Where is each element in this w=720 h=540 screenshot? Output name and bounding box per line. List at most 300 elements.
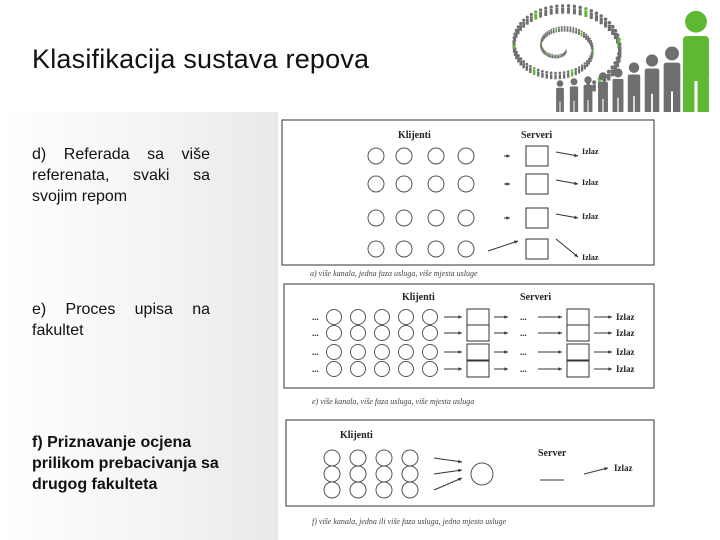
server-label: Server [538,448,567,459]
spiral-figure-body [553,56,554,58]
person-leg [664,90,671,112]
client-circle [402,466,418,482]
spiral-figure-body [549,55,550,58]
spiral-figure-head [589,38,591,40]
spiral-figure-body [562,55,563,57]
arrow-head [608,315,612,318]
spiral-figure-body [608,25,611,31]
spiral-figure-head [575,28,577,30]
server-box [526,239,548,259]
spiral-figure-body [526,19,529,25]
spiral-figure-head [555,55,556,56]
person-leg [598,98,602,112]
ellipsis: ... [520,364,527,374]
person-head [571,78,578,85]
spiral-figure-body [579,9,582,15]
spiral-figure-body [530,16,533,22]
client-circle [368,210,384,226]
diagram-c-caption: f) više kanala, jedna ili više faza usluga, jedno mjesto usluge [312,517,507,526]
servers-label: Serveri [521,130,553,141]
spiral-figure-head [530,13,533,16]
arrow-head [608,367,612,370]
server-box [526,208,548,228]
server-box-phase-2 [567,325,589,341]
client-circle [396,176,412,192]
arrow-line [584,468,608,474]
exit-label: Izlaz [582,178,599,187]
person-leg [635,95,640,112]
person-leg [556,101,559,112]
client-circle [423,345,438,360]
spiral-figure-body [600,18,603,24]
arrow-head [558,350,562,353]
spiral-figure-body [604,21,607,27]
spiral-figure-head [581,64,584,67]
spiral-figure-head [545,33,547,35]
client-circle [375,326,390,341]
spiral-figure-body [533,70,535,75]
spiral-figure-body [546,33,548,36]
spiral-figure-head [544,7,547,10]
spiral-figure-body [556,56,557,58]
spiral-figure-body [519,25,522,31]
spiral-figure-head [522,19,525,22]
spiral-figure-head [587,35,589,37]
server-box-phase-1 [467,344,489,360]
spiral-figure-head [550,5,553,8]
spiral-figure-body [537,72,539,77]
spiral-figure-head [588,58,590,60]
arrow-head [608,331,612,334]
spiral-figure-head [590,53,592,55]
spiral-figure-body [563,54,564,56]
client-circle [327,310,342,325]
spiral-figure-head [534,10,537,13]
spiral-figure-head [592,80,596,84]
spiral-figure-head [563,71,566,74]
spiral-figure-body [550,55,551,58]
person-leg [589,99,593,112]
spiral-figure-head [604,17,608,21]
person-leg [560,101,563,112]
server-box-phase-2 [567,309,589,325]
spiral-figure-body [584,65,586,69]
spiral-figure-head [617,52,621,56]
spiral-figure-body [564,28,566,32]
clients-label: Klijenti [398,130,431,141]
item-e-text: e) Proces upisa na fakultet [32,301,210,339]
ellipsis: ... [312,328,319,338]
spiral-figure-head [550,54,551,55]
spiral-figure-body [561,8,564,14]
ellipsis: ... [312,347,319,357]
servers-label: Serveri [520,292,552,303]
exit-label: Izlaz [616,312,635,322]
spiral-figure-head [548,30,550,32]
client-circle [428,176,444,192]
person-torso [598,82,608,99]
spiral-figure-head [560,54,561,55]
arrow-head [574,182,578,185]
arrow-head [458,350,462,353]
client-circle [368,176,384,192]
spiral-figure-body [550,31,552,34]
spiral-figure-head [549,53,550,54]
clients-label: Klijenti [340,430,373,441]
spiral-figure-head [554,72,557,75]
spiral-figure-body [585,36,587,40]
spiral-figure-head [525,63,528,66]
spiral-figure-head [555,4,558,7]
client-circle [375,362,390,377]
spiral-figure-body [520,60,523,65]
spiral-figure-head [616,57,620,61]
client-circle [423,326,438,341]
arrow-head [558,315,562,318]
spiral-figure-body [578,31,580,35]
arrow-head [504,350,508,353]
queue-diagram-a [278,116,656,282]
client-circle [327,345,342,360]
slide-title: Klasifikacija sustava repova [32,44,370,74]
arrow-line [556,239,578,257]
spiral-figure-body [573,8,576,14]
spiral-figure-head [572,27,574,29]
spiral-figure-head [590,40,592,42]
exit-label: Izlaz [582,212,599,221]
spiral-figure-body [567,8,570,14]
client-circle [423,362,438,377]
spiral-figure-head [546,52,548,54]
person-head [599,72,607,80]
spiral-figure-head [567,4,570,7]
spiral-figure-body [543,36,545,39]
server-box [526,146,548,166]
people-spiral-logo [440,0,720,112]
person-torso [556,88,564,102]
spiral-figure-body [567,73,569,78]
client-circle [402,450,418,466]
person-leg [653,93,659,112]
person-torso [628,74,640,96]
server-box [526,174,548,194]
person-torso [683,36,709,81]
person-head [584,76,591,83]
spiral-figure-head [553,28,555,30]
person-head [629,62,639,72]
client-circle [324,482,340,498]
spiral-figure-body [558,56,559,58]
spiral-figure-body [571,72,573,77]
client-circle [368,241,384,257]
person-leg [584,99,588,112]
spiral-figure-head [613,61,617,65]
spiral-figure-body [544,10,547,16]
server-circle [471,463,493,485]
person-torso [645,69,660,94]
person-leg [613,97,618,112]
spiral-figure-head [561,4,564,7]
arrow-head [574,154,578,157]
spiral-figure-body [567,28,569,32]
client-circle [350,450,366,466]
spiral-figure-head [537,69,540,72]
spiral-figure-body [554,75,556,80]
item-d-text: d) Referada sa više referenata, svaki sa svojim repom [32,146,210,205]
arrow-head [506,216,510,219]
arrow-head [504,315,508,318]
spiral-figure-body [553,30,555,33]
spiral-figure-body [563,74,565,79]
client-circle [324,450,340,466]
client-circle [375,310,390,325]
person-torso [570,86,578,100]
spiral-figure-body [550,74,552,79]
spiral-figure-body [575,30,577,34]
person-head [613,68,622,77]
arrow-head [458,331,462,334]
client-circle [458,176,474,192]
spiral-figure-body [561,28,563,32]
spiral-figure-head [599,14,603,18]
client-circle [327,326,342,341]
ellipsis: ... [312,312,319,322]
spiral-figure-head [617,38,621,42]
spiral-figure-head [618,47,622,51]
person-leg [683,79,694,112]
spiral-figure-body [560,55,561,57]
client-circle [399,310,414,325]
spiral-figure-head [590,9,593,12]
spiral-figure-head [519,22,522,25]
spiral-figure-head [578,29,580,31]
person-torso [584,85,593,100]
spiral-figure-body [590,13,593,19]
client-circle [428,241,444,257]
spiral-figure-head [574,68,577,71]
spiral-figure-head [556,55,557,56]
client-circle [399,362,414,377]
spiral-figure-head [614,29,618,33]
client-circle [399,345,414,360]
spiral-figure-head [545,71,548,74]
spiral-figure-body [541,73,543,78]
queue-diagram-c [284,418,656,532]
spiral-figure-head [616,33,620,37]
person-leg [570,100,574,112]
arrow-head [574,216,578,219]
spiral-figure-head [553,54,554,55]
client-circle [368,148,384,164]
spiral-figure-body [529,68,532,73]
client-circle [458,241,474,257]
spiral-figure-body [586,63,588,67]
spiral-figure-head [573,5,576,8]
spiral-figure-head [591,42,593,44]
client-circle [350,466,366,482]
arrow-line [488,241,518,251]
spiral-figure-head [555,27,557,29]
spiral-figure-head [589,55,591,57]
spiral-figure-body [547,54,548,57]
exit-label: Izlaz [582,147,599,156]
person-torso [664,63,681,92]
spiral-figure-body [546,53,547,56]
client-circle [350,482,366,498]
arrow-head [514,240,518,243]
spiral-figure-body [555,56,556,58]
person-leg [698,79,709,112]
spiral-figure-head [559,72,562,75]
person-leg [574,100,578,112]
spiral-figure-head [522,60,525,63]
arrow-head [458,315,462,318]
spiral-figure-body [575,71,577,76]
client-circle [376,466,392,482]
spiral-figure-body [595,15,598,21]
spiral-figure-body [517,29,520,35]
spiral-figure-head [591,47,593,49]
spiral-figure-body [539,12,542,18]
client-circle [428,210,444,226]
arrow-head [504,367,508,370]
spiral-figure-head [539,8,542,11]
spiral-figure-head [595,11,599,15]
spiral-figure-body [534,14,537,20]
spiral-figure-body [545,35,547,38]
spiral-figure-body [559,56,560,58]
arrow-line [434,458,462,462]
spiral-figure-body [552,56,553,59]
spiral-figure-body [548,32,550,35]
server-box-phase-2 [567,361,589,377]
spiral-figure-head [608,21,612,25]
client-circle [327,362,342,377]
spiral-figure-head [552,54,553,55]
arrow-head [458,367,462,370]
spiral-figure-head [586,60,588,62]
ellipsis: ... [312,364,319,374]
spiral-figure-body [522,22,525,28]
client-circle [458,148,474,164]
exit-label: Izlaz [616,347,635,357]
person-head [685,11,707,33]
item-f-text: f) Priznavanje ocjena prilikom prebacivanja sa drugog fakulteta [32,434,219,493]
client-circle [375,345,390,360]
spiral-figure-head [519,57,522,60]
spiral-figure-head [584,62,586,64]
client-circle [324,466,340,482]
spiral-figure-body [526,66,529,71]
server-box-phase-1 [467,361,489,377]
spiral-figure-head [591,50,593,52]
person-leg [645,93,651,112]
spiral-figure-body [558,29,560,32]
person-leg [628,95,633,112]
server-box-phase-2 [567,344,589,360]
person-head [557,80,564,87]
spiral-figure-head [529,65,532,68]
exit-label: Izlaz [582,253,599,262]
ellipsis: ... [520,347,527,357]
spiral-figure-body [572,29,574,33]
arrow-head [506,154,510,157]
spiral-figure-body [581,33,583,37]
diagram-b-caption: e) više kanala, više faza usluga, više mjesta usluga [312,397,475,406]
spiral-figure-head [580,30,582,32]
person-head [665,46,679,60]
client-circle [428,148,444,164]
spiral-figure-head [526,16,529,19]
client-circle [458,210,474,226]
spiral-figure-head [578,6,581,9]
arrow-head [504,331,508,334]
spiral-figure-head [561,26,563,28]
spiral-figure-head [583,32,585,34]
client-circle [396,210,412,226]
client-circle [376,450,392,466]
person-torso [613,79,624,98]
spiral-figure-head [558,26,560,28]
client-circle [376,482,392,498]
spiral-figure-body [607,74,610,81]
spiral-figure-body [550,9,553,15]
exit-label: Izlaz [614,463,633,473]
spiral-figure-body [555,29,557,32]
spiral-figure-head [564,26,566,28]
spiral-figure-head [607,70,611,74]
spiral-figure-body [581,67,583,71]
spiral-figure-body [570,29,572,33]
client-circle [423,310,438,325]
spiral-figure-head [550,71,553,74]
spiral-figure-body [555,8,558,14]
diagram-a-caption: a) više kanala, jedna faza usluga, više mjesta usluge [310,269,478,278]
spiral-figure-body [546,74,548,79]
client-circle [399,326,414,341]
arrow-head [608,350,612,353]
spiral-figure-head [578,66,581,69]
arrow-line [434,470,462,474]
spiral-figure-head [585,34,587,36]
client-circle [396,241,412,257]
arrow-head [558,331,562,334]
spiral-figure-head [567,70,570,73]
arrow-line [434,478,462,490]
server-box-phase-1 [467,325,489,341]
spiral-figure-head [558,55,559,56]
spiral-figure-body [578,69,580,74]
spiral-figure-head [611,25,615,29]
queue-diagram-b [282,282,656,410]
spiral-figure-head [610,66,614,70]
spiral-figure-head [533,67,536,70]
client-circle [396,148,412,164]
spiral-figure-head [517,25,520,28]
client-circle [402,482,418,498]
client-circle [351,310,366,325]
exit-label: Izlaz [616,364,635,374]
client-circle [351,362,366,377]
person-head [646,54,658,66]
client-circle [351,345,366,360]
person-leg [619,97,624,112]
exit-label: Izlaz [616,328,635,338]
spiral-figure-head [571,69,574,72]
clients-label: Klijenti [402,292,435,303]
spiral-figure-head [562,54,563,55]
spiral-figure-head [566,26,568,28]
